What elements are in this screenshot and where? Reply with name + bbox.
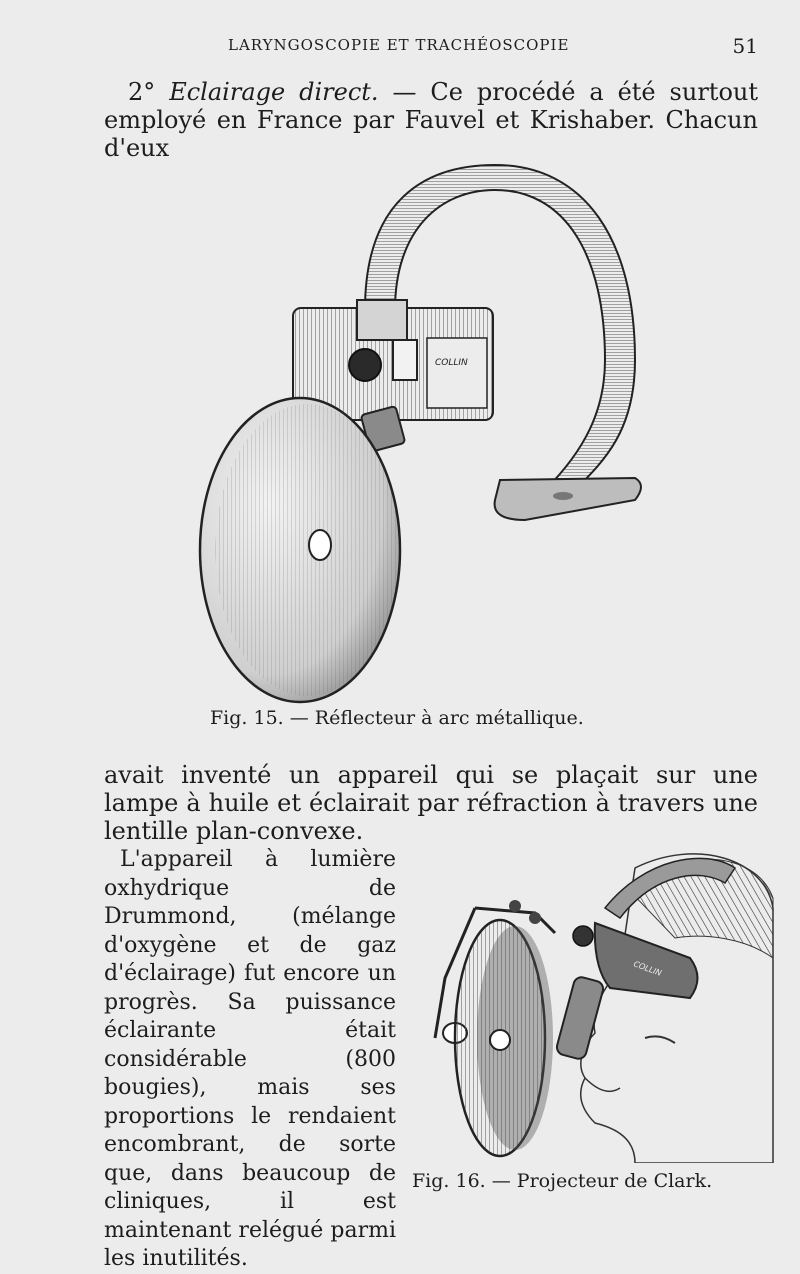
figure-16-projector-illustration xyxy=(405,838,775,1163)
section-heading: Eclairage direct. xyxy=(169,78,379,106)
paragraph-eclairage-direct xyxy=(104,78,758,162)
projector-central-hole xyxy=(490,1030,510,1050)
reflector-central-hole xyxy=(309,530,331,560)
running-title: LARYNGOSCOPIE ET TRACHÉOSCOPIE xyxy=(228,36,570,54)
figure-15-caption: Fig. 15. — Réflecteur à arc métallique. xyxy=(210,707,584,729)
figure-16-caption: Fig. 16. — Projecteur de Clark. xyxy=(412,1170,713,1192)
maker-name: COLLIN xyxy=(435,358,468,368)
figure-15-reflector-illustration xyxy=(195,160,650,705)
paragraph-1-text: — Ce procédé a été surtout employé en France par Fauvel et Krishaber. Chacun d'eux xyxy=(104,78,758,162)
section-number: 2° xyxy=(128,78,156,106)
paragraph-lumiere-oxhydrique: L'appareil à lumière oxhydrique de Drummond, (mélange d'oxygène et de gaz d'éclairage) fut encore un progrès. Sa puissance éclairante était considérable (800 bougies), mais ses proportions le rendaient encombrant, de sorte que, dans beaucoup de cliniques, il est maintenant relégué parmi les inutilités. xyxy=(104,847,396,1271)
paragraph-lampe-a-huile: avait inventé un appareil qui se plaçait sur une lampe à huile et éclairait par réfraction à travers une lentille plan-convexe. xyxy=(104,761,758,845)
maker-name: COLLIN xyxy=(632,959,663,978)
page-number: 51 xyxy=(732,34,758,58)
adjustment-knob xyxy=(349,349,381,381)
